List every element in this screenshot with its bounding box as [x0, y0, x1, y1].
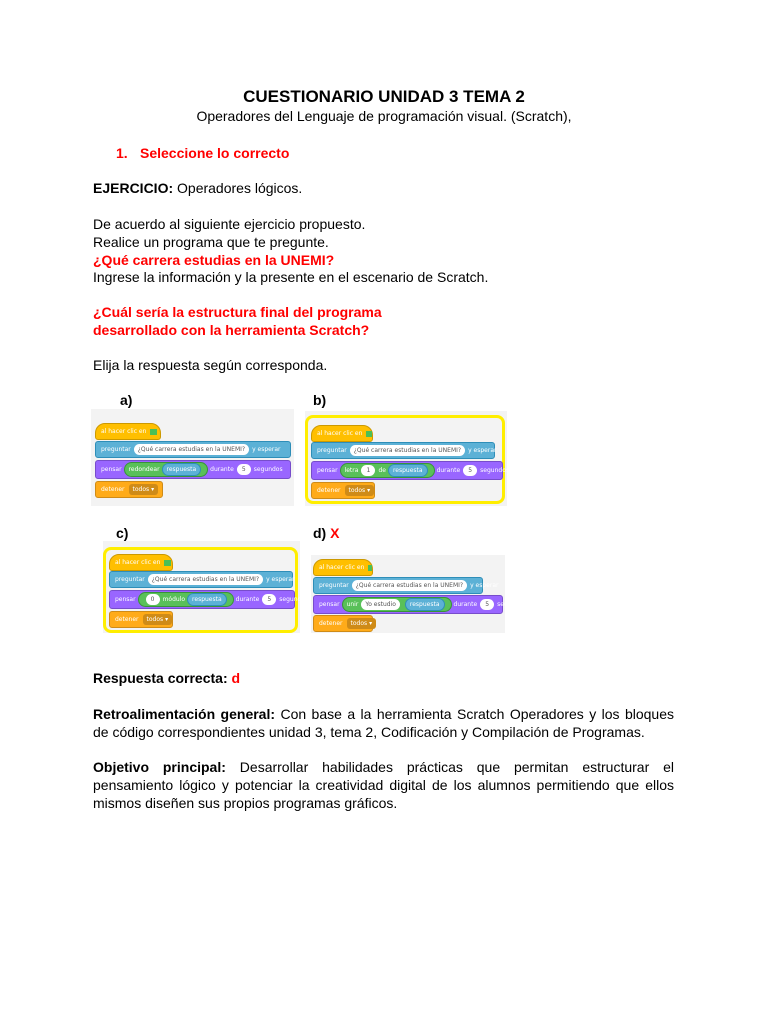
objective-paragraph [93, 758, 674, 812]
secs-input: 5 [480, 599, 494, 610]
option-b-image[interactable] [305, 411, 510, 506]
during-label: durante [210, 466, 234, 473]
option-a-hat-block [95, 423, 161, 440]
stop-dropdown: todos ▾ [129, 484, 159, 495]
stop-dropdown: todos ▾ [347, 618, 377, 629]
during-label: durante [436, 467, 461, 474]
option-b-hat-block [311, 425, 373, 442]
objective-label: Objetivo principal: [93, 759, 226, 775]
option-d-think-block [313, 595, 526, 614]
answer-reporter: respuesta [388, 464, 428, 477]
stop-label: detener [319, 620, 343, 627]
during-label: durante [453, 601, 478, 608]
seconds-label: segundos [279, 596, 309, 603]
page-subtitle: Operadores del Lenguaje de programación visual. (Scratch), [196, 108, 572, 124]
objective-text: Desarrollar habilidades prácticas que permitan estructurar el pensamiento lógico y potenciar la creatividad digital de los alumnos permitiendo que ellos mismos diseñen sus propios programas gráficos. [93, 759, 675, 811]
feedback-paragraph [93, 705, 674, 741]
hat-label: al hacer clic en [101, 428, 147, 435]
option-b-think-block [311, 461, 510, 480]
option-d-correct-mark: X [330, 525, 340, 541]
ask-label: preguntar [319, 582, 349, 589]
ask-label: preguntar [115, 576, 145, 583]
ask-wait: y esperar [470, 582, 499, 589]
seconds-label: segundos [480, 467, 510, 474]
option-a-image[interactable] [91, 409, 294, 506]
op-label: módulo [162, 596, 186, 603]
ask-text: ¿Qué carrera estudias en la UNEMI? [148, 574, 263, 585]
seconds-label: segundos [497, 601, 526, 608]
option-c-stop-block [109, 611, 173, 628]
think-label: pensar [319, 601, 340, 608]
option-d-hat-block [313, 559, 373, 576]
question-number: 1. [116, 145, 128, 161]
stop-dropdown: todos ▾ [345, 485, 375, 496]
statement-question: ¿Qué carrera estudias en la UNEMI? [93, 252, 335, 268]
op-num: 1 [361, 465, 375, 476]
stop-option: todos [348, 487, 366, 494]
feedback-text: Con base a la herramienta Scratch Operadores y los bloques de código correspondientes unidad 3, tema 2, Codificación y Compilación de Programas. [93, 706, 674, 740]
exercise-line [93, 179, 302, 197]
correct-answer-label: Respuesta correcta: [93, 670, 228, 686]
green-flag-icon [368, 565, 372, 571]
question-instruction: Seleccione lo correcto [140, 145, 290, 161]
prompt-line-2: desarrollado con la herramienta Scratch? [93, 322, 370, 338]
op-text: Yo estudio [361, 599, 400, 610]
exercise-text: Operadores lógicos. [177, 180, 303, 196]
option-d-label: d) [313, 525, 327, 541]
seconds-label: segundos [253, 466, 283, 473]
correct-answer-line [93, 669, 240, 687]
ask-wait: y esperar [252, 446, 281, 453]
op-of: de [378, 467, 386, 474]
op-label: unir [346, 601, 359, 608]
op-num: 0 [146, 594, 160, 605]
feedback-label: Retroalimentación general: [93, 706, 276, 722]
stop-option: todos [146, 616, 164, 623]
option-b-stop-block [311, 482, 375, 499]
option-a-think-block [95, 460, 291, 479]
option-c-label: c) [116, 525, 129, 541]
green-flag-icon [366, 431, 372, 437]
during-label: durante [235, 596, 260, 603]
ask-text: ¿Qué carrera estudias en la UNEMI? [134, 444, 249, 455]
option-c-image[interactable] [103, 541, 309, 633]
secs-input: 5 [262, 594, 276, 605]
ask-text: ¿Qué carrera estudias en la UNEMI? [352, 580, 467, 591]
hat-label: al hacer clic en [317, 430, 363, 437]
correct-answer-value: d [231, 670, 241, 686]
option-b-label: b) [313, 392, 327, 408]
letter-operator [340, 463, 435, 478]
stop-label: detener [115, 616, 139, 623]
green-flag-icon [150, 429, 157, 435]
think-label: pensar [101, 466, 122, 473]
option-d-stop-block [313, 615, 373, 632]
option-b-ask-block [311, 442, 495, 459]
ask-label: preguntar [101, 446, 131, 453]
op-label: letra [344, 467, 359, 474]
exercise-label: EJERCICIO: [93, 180, 174, 196]
option-d-image[interactable] [311, 555, 526, 633]
prompt-line-1: ¿Cuál sería la estructura final del programa [93, 304, 382, 320]
hat-label: al hacer clic en [115, 559, 161, 566]
think-label: pensar [115, 596, 136, 603]
ask-text: ¿Qué carrera estudias en la UNEMI? [350, 445, 465, 456]
op-label: redondear [128, 466, 160, 473]
statement-line-2: Realice un programa que te pregunte. [93, 234, 329, 250]
statement-line-3: Ingrese la información y la presente en el escenario de Scratch. [93, 269, 489, 285]
choose-instruction: Elija la respuesta según corresponda. [93, 357, 328, 373]
option-a-ask-block [95, 441, 291, 458]
option-c-think-block [109, 590, 309, 609]
option-c-ask-block [109, 571, 293, 588]
ask-wait: y esperar [468, 447, 497, 454]
stop-label: detener [317, 487, 341, 494]
hat-label: al hacer clic en [319, 564, 365, 571]
mod-operator [138, 592, 234, 607]
answer-reporter: respuesta [162, 463, 202, 476]
ask-label: preguntar [317, 447, 347, 454]
option-d-ask-block [313, 577, 499, 594]
answer-reporter: respuesta [405, 598, 445, 611]
stop-option: todos [132, 486, 150, 493]
option-a-label: a) [120, 392, 133, 408]
option-c-hat-block [109, 554, 173, 571]
stop-option: todos [350, 620, 368, 627]
green-flag-icon [164, 560, 171, 566]
think-label: pensar [317, 467, 338, 474]
option-d-label-line [313, 525, 339, 541]
page-title: CUESTIONARIO UNIDAD 3 TEMA 2 [243, 87, 525, 106]
join-operator [342, 597, 452, 612]
secs-input: 5 [237, 464, 251, 475]
stop-label: detener [101, 486, 125, 493]
stop-dropdown: todos ▾ [143, 614, 173, 625]
answer-reporter: respuesta [187, 593, 227, 606]
secs-input: 5 [463, 465, 477, 476]
round-operator [124, 462, 209, 477]
option-a-stop-block [95, 481, 163, 498]
statement-line-1: De acuerdo al siguiente ejercicio propuesto. [93, 216, 366, 232]
ask-wait: y esperar [266, 576, 295, 583]
